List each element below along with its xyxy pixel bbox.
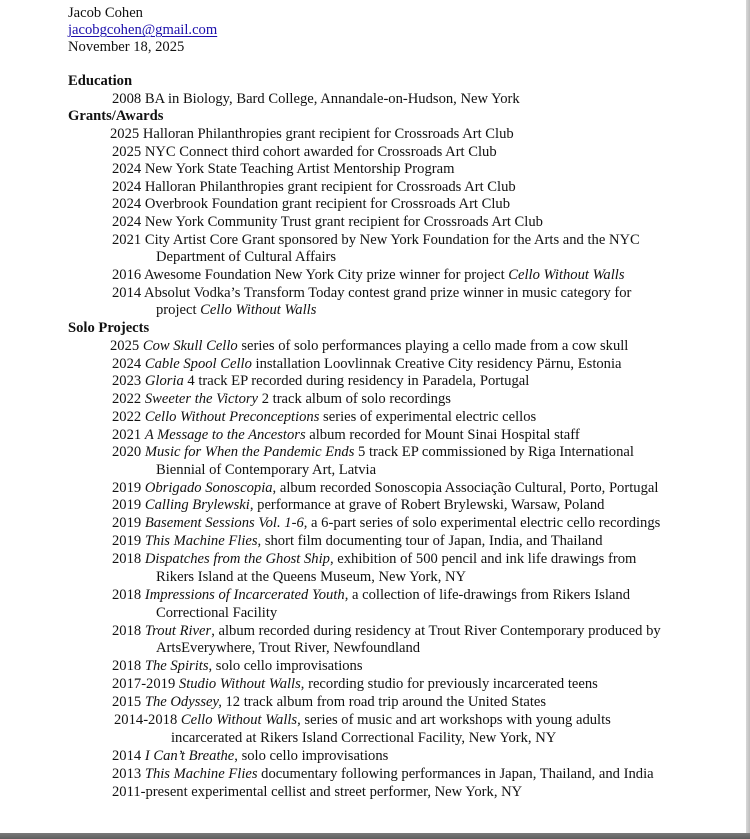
solo-entry — [112, 497, 604, 514]
page-right-edge — [746, 0, 750, 833]
project-title: Calling Brylewski — [144, 497, 250, 513]
entry-text: Rikers Island at the Queens Museum, New York, NY — [156, 569, 467, 585]
entry-year: 2022 — [112, 409, 145, 425]
entry-text: 2024 Overbrook Foundation grant recipient for Crossroads Art Club — [112, 196, 511, 212]
project-title: Cable Spool Cello — [144, 356, 252, 372]
solo-entry — [112, 356, 622, 373]
solo-entry-continuation — [156, 605, 277, 622]
entry-text: 2014 Absolut Vodka’s Transform Today contest grand prize winner in music category for — [112, 285, 632, 301]
grant-entry — [112, 285, 631, 302]
entry-year: 2018 — [112, 658, 145, 674]
grant-entry-continuation — [156, 302, 316, 319]
entry-year: 2019 — [112, 533, 145, 549]
document-date: November 18, 2025 — [68, 39, 185, 55]
entry-text: documentary following performances in Japan, Thailand, and India — [257, 766, 654, 782]
grant-entry — [110, 126, 514, 143]
solo-entry — [112, 373, 529, 390]
project-title: Impressions of Incarcerated Youth — [144, 587, 345, 603]
entry-text: , recording studio for previously incarcerated teens — [300, 676, 598, 692]
solo-entry — [112, 748, 388, 765]
solo-entry-continuation — [156, 569, 466, 586]
project-title: Music for When the Pandemic Ends — [144, 444, 355, 460]
project-title: Trout River — [144, 623, 212, 639]
entry-year: 2018 — [112, 623, 145, 639]
author-name: Jacob Cohen — [68, 5, 143, 21]
entry-year: 2014 — [112, 748, 145, 764]
section-heading-grants: Grants/Awards — [68, 108, 164, 124]
project-title: Gloria — [144, 373, 184, 389]
entry-year: 2023 — [112, 373, 145, 389]
entry-text: 5 track EP commissioned by Riga International — [354, 444, 634, 460]
entry-text: series of experimental electric cellos — [319, 409, 537, 425]
project-title: The Odyssey, — [144, 694, 222, 710]
entry-year: 2019 — [112, 480, 145, 496]
solo-entry — [112, 533, 603, 550]
grant-entry — [112, 232, 640, 249]
entry-text: 2008 BA in Biology, Bard College, Annandale-on-Hudson, New York — [112, 91, 520, 107]
grant-entry — [112, 161, 454, 178]
project-title: Basement Sessions Vol. 1-6 — [144, 515, 304, 531]
grant-entry — [112, 214, 543, 231]
entry-year: 2024 — [112, 356, 145, 372]
solo-entry — [112, 587, 630, 604]
entry-year: 2014-2018 — [114, 712, 181, 728]
grant-entry — [112, 267, 625, 284]
entry-year: 2025 — [110, 338, 143, 354]
entry-text: , solo cello improvisations — [208, 658, 363, 674]
solo-entry — [114, 712, 611, 729]
education-entry — [112, 91, 520, 108]
section-heading-education: Education — [68, 73, 133, 89]
project-title: This Machine Flies — [144, 533, 258, 549]
entry-text: 2016 Awesome Foundation New York City prize winner for project — [112, 267, 509, 283]
solo-entry — [112, 515, 660, 532]
entry-text: , short film documenting tour of Japan, India, and Thailand — [257, 533, 603, 549]
entry-text: Correctional Facility — [156, 605, 278, 621]
project-title: Cello Without Preconceptions — [144, 409, 320, 425]
entry-year: 2022 — [112, 391, 145, 407]
entry-text: 2025 Halloran Philanthropies grant recipient for Crossroads Art Club — [110, 126, 514, 142]
grant-entry-continuation — [156, 249, 336, 266]
solo-entry — [112, 766, 654, 783]
solo-entry — [112, 623, 661, 640]
entry-year: 2017-2019 — [112, 676, 179, 692]
project-title: Cello Without Walls — [180, 712, 298, 728]
solo-entry — [112, 480, 658, 497]
solo-entry — [112, 444, 634, 461]
entry-text: installation Loovlinnak Creative City residency Pärnu, Estonia — [251, 356, 622, 372]
entry-year: 2019 — [112, 497, 145, 513]
solo-entry — [112, 694, 546, 711]
solo-entry-continuation — [156, 640, 420, 657]
entry-year: 2013 — [112, 766, 145, 782]
project-title: This Machine Flies — [144, 766, 258, 782]
solo-entry — [110, 338, 628, 355]
entry-text: incarcerated at Rikers Island Correctional Facility, New York, NY — [171, 730, 557, 746]
entry-year: 2019 — [112, 515, 145, 531]
section-heading-solo-projects: Solo Projects — [68, 320, 150, 336]
entry-text: , series of music and art workshops with young adults — [297, 712, 611, 728]
entry-year: 2018 — [112, 551, 145, 567]
entry-text: 2024 Halloran Philanthropies grant recipient for Crossroads Art Club — [112, 179, 516, 195]
solo-entry-continuation — [156, 462, 376, 479]
entry-text: , performance at grave of Robert Brylewski, Warsaw, Poland — [249, 497, 605, 513]
entry-text: 2024 New York Community Trust grant recipient for Crossroads Art Club — [112, 214, 543, 230]
entry-text: , exhibition of 500 pencil and ink life drawings from — [329, 551, 637, 567]
entry-text: 2024 New York State Teaching Artist Mentorship Program — [112, 161, 455, 177]
solo-entry — [112, 658, 363, 675]
project-title: Studio Without Walls — [178, 676, 301, 692]
project-title: Obrigado Sonoscopia — [144, 480, 273, 496]
entry-year: 2021 — [112, 427, 145, 443]
project-title: A Message to the Ancestors — [144, 427, 306, 443]
project-title: Cello Without Walls — [200, 302, 317, 318]
entry-text: 2021 City Artist Core Grant sponsored by New York Foundation for the Arts and the NYC — [112, 232, 640, 248]
entry-text: Department of Cultural Affairs — [156, 249, 337, 265]
project-title: The Spirits — [144, 658, 209, 674]
entry-text: 2 track album of solo recordings — [258, 391, 451, 407]
page-bottom-edge — [0, 833, 750, 839]
entry-text: , a collection of life-drawings from Rikers Island — [344, 587, 630, 603]
email-link-line — [68, 22, 217, 39]
entry-year: 2018 — [112, 587, 145, 603]
grant-entry — [112, 179, 516, 196]
email-link[interactable]: jacobgcohen@gmail.com — [68, 22, 218, 38]
entry-text: , album recorded Sonoscopia Associação Cultural, Porto, Portugal — [272, 480, 659, 496]
entry-text: project — [156, 302, 201, 318]
solo-entry — [112, 409, 536, 426]
entry-text: 4 track EP recorded during residency in Paradela, Portugal — [183, 373, 530, 389]
solo-entry — [112, 676, 598, 693]
project-title: I Can’t Breathe — [144, 748, 235, 764]
entry-text: album recorded for Mount Sinai Hospital staff — [305, 427, 580, 443]
solo-entry — [112, 427, 580, 444]
entry-text: series of solo performances playing a cello made from a cow skull — [237, 338, 629, 354]
grant-entry — [112, 144, 497, 161]
entry-text: , solo cello improvisations — [234, 748, 389, 764]
project-title: Cow Skull Cello — [142, 338, 238, 354]
entry-text: 2011-present experimental cellist and street performer, New York, NY — [112, 784, 523, 800]
project-title: Dispatches from the Ghost Ship — [144, 551, 330, 567]
entry-text: , a 6-part series of solo experimental electric cello recordings — [303, 515, 661, 531]
project-title: Sweeter the Victory — [144, 391, 259, 407]
solo-entry-continuation — [171, 730, 556, 747]
entry-text: 12 track album from road trip around the United States — [221, 694, 547, 710]
entry-text: ArtsEverywhere, Trout River, Newfoundland — [156, 640, 421, 656]
entry-year: 2020 — [112, 444, 145, 460]
entry-text: Biennial of Contemporary Art, Latvia — [156, 462, 377, 478]
grant-entry — [112, 196, 510, 213]
entry-text: , album recorded during residency at Trout River Contemporary produced by — [211, 623, 661, 639]
entry-year: 2015 — [112, 694, 145, 710]
entry-text: 2025 NYC Connect third cohort awarded for Crossroads Art Club — [112, 144, 497, 160]
solo-entry — [112, 551, 636, 568]
project-title: Cello Without Walls — [508, 267, 625, 283]
solo-entry — [112, 784, 522, 801]
solo-entry — [112, 391, 451, 408]
